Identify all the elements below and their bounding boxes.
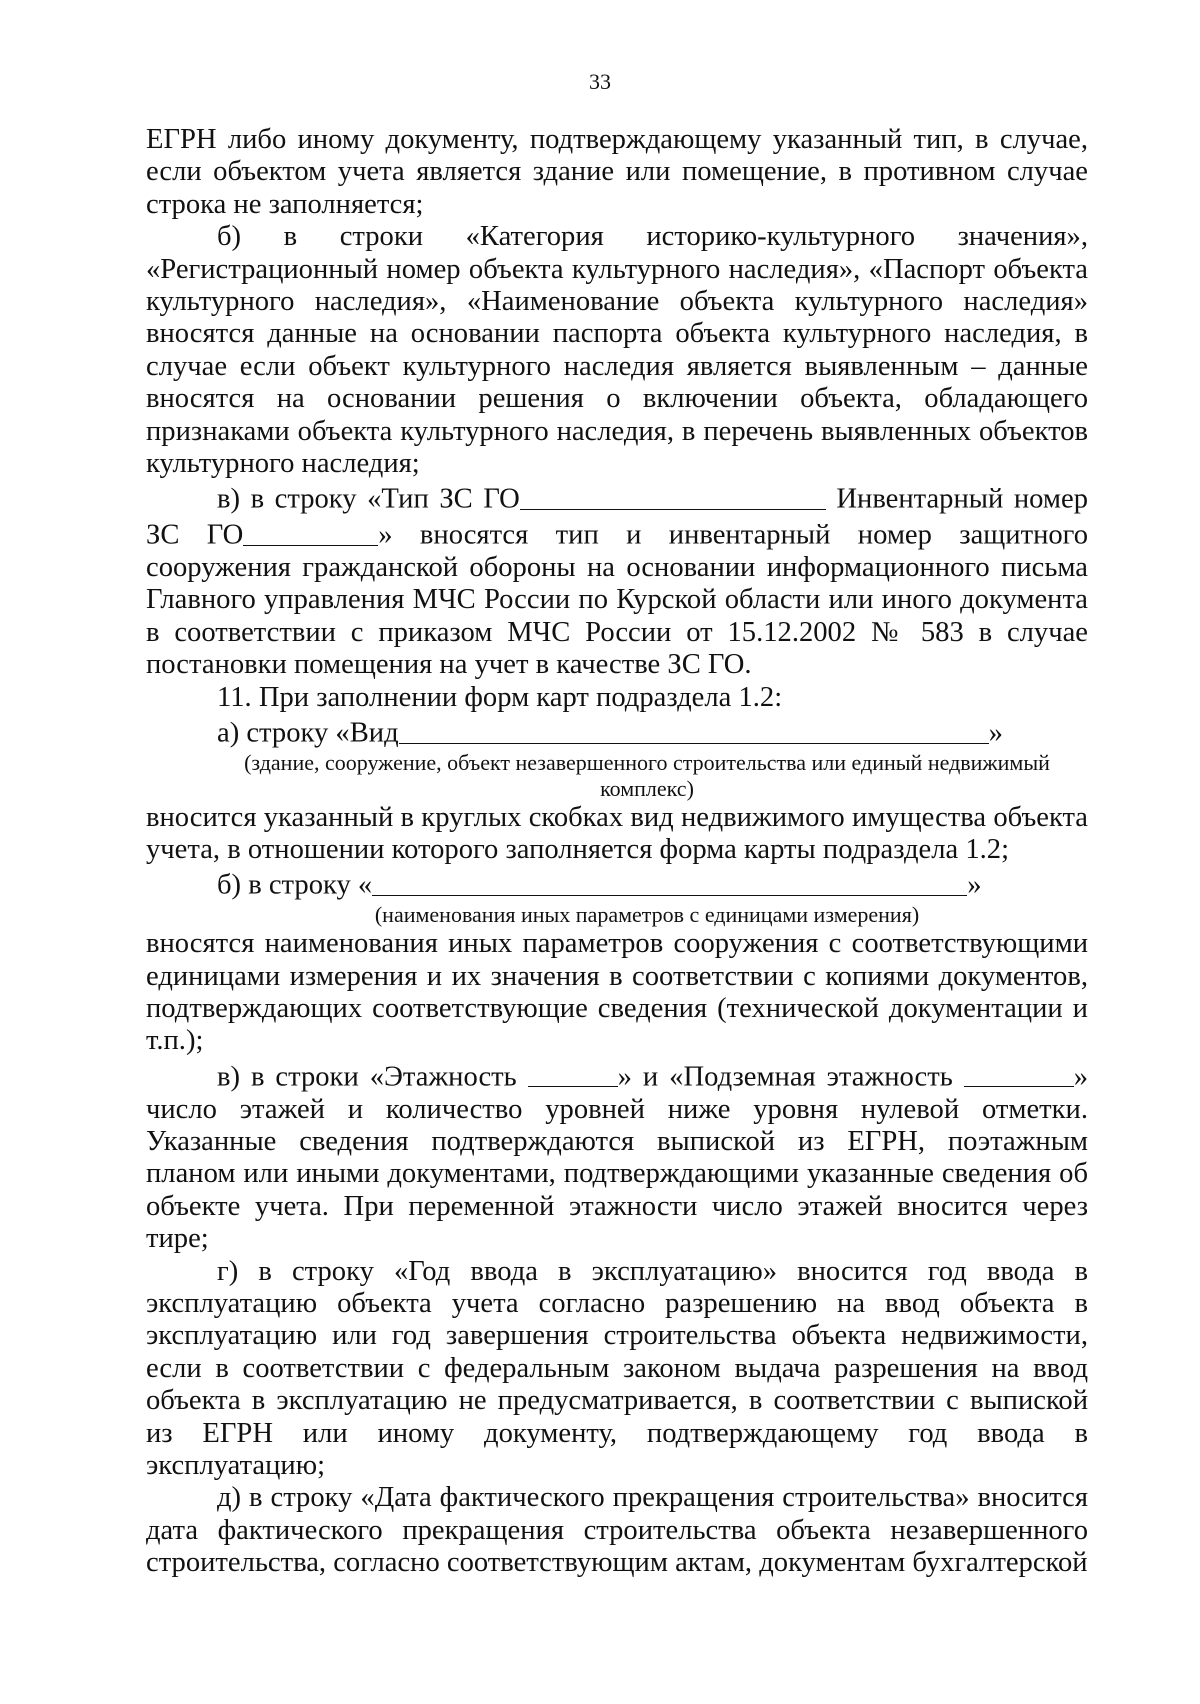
paragraph-b-other-params [146, 866, 1088, 902]
paragraph-a-text-2: » [988, 717, 1003, 749]
paragraph-v-text-2: Инвентарный номер ЗС ГО [146, 483, 1088, 551]
paragraph-b-cultural-heritage: б) в строки «Категория историко-культурного значения», «Регистрационный номер объекта культурного наследия», «Паспорт объекта культурного наследия», «Наименование объекта культурного наследия» вносятся данные на основании паспорта объекта культурного наследия, в случае если объект культурного наследия является выявленным – данные вносятся на основании решения о включении объекта, обладающего признаками объекта культурного наследия, в перечень выявленных объектов культурного наследия; [146, 221, 1088, 480]
blank-line-zs-type [520, 480, 826, 510]
paragraph-v-text-3: » вносятся тип и инвентарный номер защитного сооружения гражданской обороны на основании информационного письма Главного управления МЧС России по Курской области или иного документа в соответствии с приказом МЧС России от 15.12.2002 № 583 в случае постановки помещения на учет в качестве ЗС ГО. [146, 519, 1088, 681]
paragraph-v-floors [146, 1058, 1088, 1256]
paragraph-a-kind [146, 714, 1088, 750]
caption-other-params: (наименования иных параметров с единицами измерения) [374, 902, 920, 928]
paragraph-continuation: ЕГРН либо иному документу, подтверждающему указанный тип, в случае, если объектом учета является здание или помещение, в противном случае строка не заполняется; [146, 124, 1088, 220]
blank-line-kind [399, 714, 989, 744]
paragraph-floors-text-2: » и «Подземная этажность [617, 1061, 964, 1093]
document-body [146, 124, 1088, 1580]
page-number: 33 [589, 69, 611, 94]
paragraph-b-text-1: б) в строку « [217, 869, 373, 901]
paragraph-kind-description: вносится указанный в круглых скобках вид недвижимого имущества объекта учета, в отношении которого заполняется форма карты подраздела 1.2; [146, 801, 1088, 866]
paragraph-v-text-1: в) в строку «Тип ЗС ГО [217, 483, 520, 515]
paragraph-other-params-description: вносятся наименования иных параметров сооружения с соответствующими единицами измерения и их значения в соответствии с копиями документов, подтверждающих соответствующие сведения (технической документации и т.п.); [146, 928, 1088, 1057]
blank-line-underground-floors [964, 1058, 1074, 1088]
paragraph-b-text-2: » [967, 869, 982, 901]
paragraph-g-commission-year: г) в строку «Год ввода в эксплуатацию» вносится год ввода в эксплуатацию объекта учета согласно разрешению на ввод объекта в эксплуатацию или год завершения строительства объекта недвижимости, если в соответствии с федеральным законом выдача разрешения на ввод объекта в эксплуатацию не предусматривается, в соответствии с выпиской из ЕГРН или иному документу, подтверждающему год ввода в эксплуатацию; [146, 1255, 1088, 1481]
blank-line-floors [528, 1058, 618, 1088]
paragraph-floors-text-1: в) в строки «Этажность [217, 1061, 528, 1093]
caption-kind-options: (здание, сооружение, объект незавершенного строительства или единый недвижимый комплекс) [244, 749, 1050, 801]
paragraph-v-civil-defense [146, 480, 1088, 681]
blank-line-inventory-number [243, 516, 378, 546]
paragraph-11-heading: 11. При заполнении форм карт подраздела 1.2: [217, 681, 783, 713]
paragraph-floors-text-3: » число этажей и количество уровней ниже уровня нулевой отметки. Указанные сведения подтверждаются выпиской из ЕГРН, поэтажным планом или иными документами, подтверждающими указанные сведения об объекте учета. При переменной этажности число этажей вносится через тире; [146, 1061, 1088, 1255]
blank-line-other-params [372, 866, 967, 896]
paragraph-a-text-1: а) строку «Вид [217, 717, 399, 749]
paragraph-d-construction-stop: д) в строку «Дата фактического прекращения строительства» вносится дата фактического прекращения строительства объекта незавершенного строительства, согласно соответствующим актам, документам бухгалтерской [146, 1482, 1088, 1579]
